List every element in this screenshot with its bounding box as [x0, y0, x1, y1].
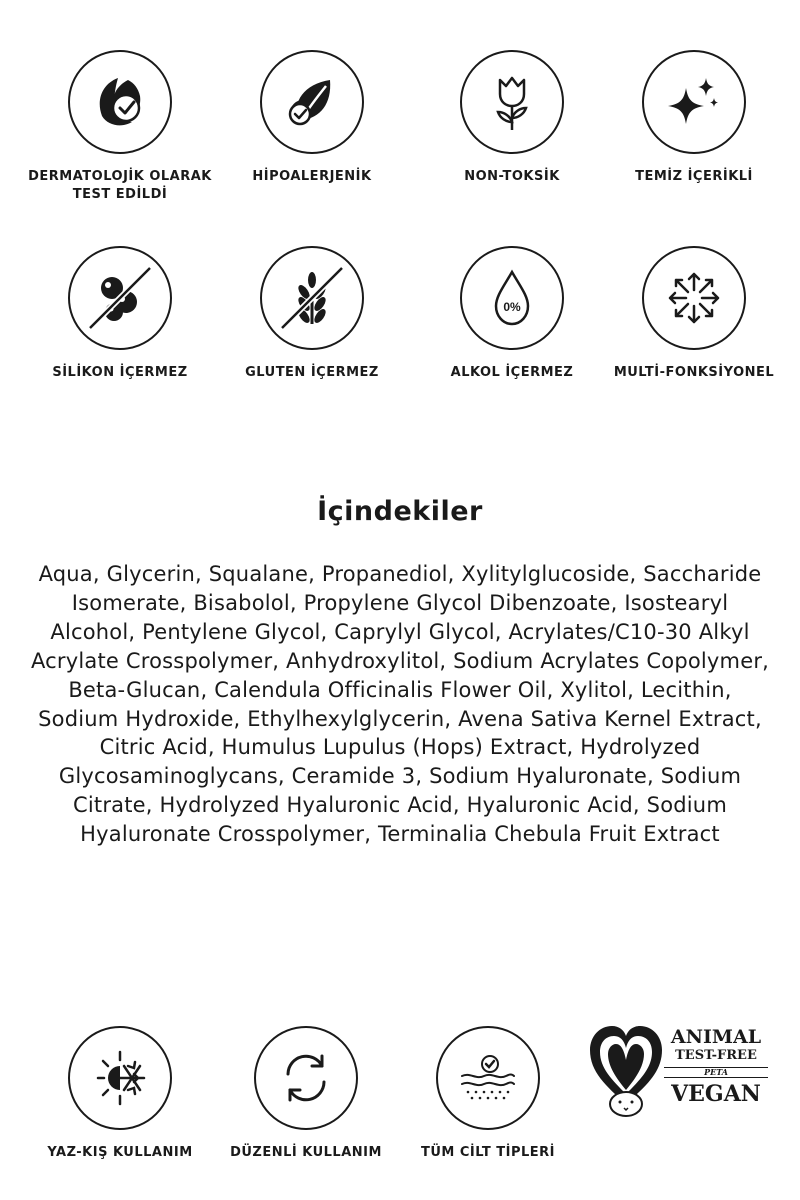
- ingredients-list: Aqua, Glycerin, Squalane, Propanediol, Xylitylglucoside, Saccharide Isomerate, Bisabolol, Propylene Glycol Dibenzoate, Isostearyl Alcohol, Pentylene Glycol, Caprylyl Glycol, Acrylates/C10-30 Alkyl Acrylate Crosspolymer, Anhydroxylitol, Sodium Acrylates Copolymer, Beta-Glucan, Calendula Officinalis Flower Oil, Xylitol, Lecithin, Sodium Hydroxide, Ethylhexylglycerin, Avena Sativa Kernel Extract, Citric Acid, Humulus Lupulus (Hops) Extract, Hydrolyzed Glycosaminoglycans, Ceramide 3, Sodium Hyaluronate, Sodium Citrate, Hydrolyzed Hyaluronic Acid, Hyaluronic Acid, Sodium Hyaluronate Crosspolymer, Terminalia Chebula Fruit Extract: [30, 562, 770, 847]
- dermatology-leaf-check-icon: [88, 70, 152, 134]
- badge-circle: [68, 246, 172, 350]
- badge-silicone-free: [20, 246, 220, 382]
- badge-circle: [460, 50, 564, 154]
- badge-circle: [68, 50, 172, 154]
- hypoallergenic-leaf-icon: [280, 70, 344, 134]
- badge-alcohol-free: [412, 246, 612, 382]
- badge-summer-winter-use: [20, 1026, 220, 1162]
- badge-gluten-free: [212, 246, 412, 382]
- badge-regular-use: [206, 1026, 406, 1162]
- multi-function-arrows-icon: [662, 266, 726, 330]
- bunny-heart-icon: [586, 1020, 666, 1120]
- badge-label: MULTİ-FONKSİYONEL: [613, 365, 775, 380]
- skin-layers-check-icon: [456, 1046, 520, 1110]
- peta-vegan-text: VEGAN: [671, 1081, 761, 1107]
- badge-multi-functional: [594, 246, 794, 382]
- badge-circle: [436, 1026, 540, 1130]
- silicone-free-icon: [88, 266, 152, 330]
- peta-brand-text: PETA: [664, 1067, 768, 1078]
- badge-circle: [68, 1026, 172, 1130]
- badge-label: GLUTEN İÇERMEZ: [245, 365, 379, 380]
- badge-circle: [642, 246, 746, 350]
- alcohol-free-drop-icon: [480, 266, 544, 330]
- badge-label: YAZ-KIŞ KULLANIM: [47, 1145, 193, 1160]
- drop-percent-text: 0%: [503, 300, 521, 314]
- badge-label: ALKOL İÇERMEZ: [450, 365, 574, 380]
- badge-clean-ingredients: [594, 50, 794, 186]
- badge-label: DÜZENLİ KULLANIM: [230, 1145, 382, 1160]
- peta-animal-text: ANIMAL: [670, 1026, 762, 1048]
- badge-hypoallergenic: [212, 50, 412, 186]
- badge-circle: [260, 246, 364, 350]
- badge-circle: [642, 50, 746, 154]
- peta-test-free-text: TEST-FREE: [675, 1048, 757, 1063]
- sparkle-icon: [662, 70, 726, 134]
- tulip-icon: [480, 70, 544, 134]
- ingredients-title: İçindekiler: [317, 496, 483, 527]
- badge-label: SİLİKON İÇERMEZ: [52, 365, 188, 380]
- badge-all-skin-types: [388, 1026, 588, 1162]
- badge-non-toxic: [412, 50, 612, 186]
- badge-label: TÜM CİLT TİPLERİ: [420, 1145, 556, 1160]
- badge-label: TEMİZ İÇERİKLİ: [635, 169, 753, 184]
- sun-snow-icon: [88, 1046, 152, 1110]
- badge-circle: [460, 246, 564, 350]
- refresh-cycle-icon: [274, 1046, 338, 1110]
- gluten-free-icon: [280, 266, 344, 330]
- badge-label: NON-TOKSİK: [464, 169, 560, 184]
- badge-dermatologically-tested: [20, 50, 220, 204]
- peta-text-block: [664, 1026, 768, 1107]
- badge-circle: [260, 50, 364, 154]
- badge-circle: [254, 1026, 358, 1130]
- badge-label: DERMATOLOJİK OLARAK TEST EDİLDİ: [28, 169, 212, 202]
- badge-label: HİPOALERJENİK: [252, 169, 372, 184]
- peta-vegan-logo: [586, 1020, 776, 1120]
